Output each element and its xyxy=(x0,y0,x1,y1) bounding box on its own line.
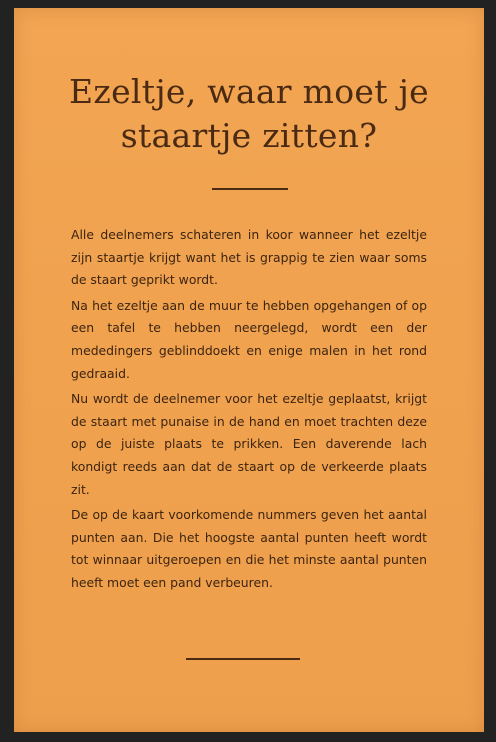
bottom-divider xyxy=(186,658,300,660)
paragraph-4: De op de kaart voorkomende nummers geven het aantal punten aan. Die het hoogste aantal punten heeft wordt tot winnaar uitgeroepen en die het minste aantal punten heeft moet een pand verbeuren. xyxy=(71,507,427,590)
title-line-1: Ezeltje, waar moet je xyxy=(69,72,429,111)
top-divider xyxy=(212,188,288,190)
instruction-sheet xyxy=(14,8,484,732)
paragraph-1: Alle deelnemers schateren in koor wanneer het ezeltje zijn staartje krijgt want het is grappig te zien waar soms de staart geprikt wordt. xyxy=(71,227,427,288)
title-line-2: staartje zitten? xyxy=(120,116,378,155)
paragraph-2: Na het ezeltje aan de muur te hebben opgehangen of op een tafel te hebben neergelegd, wordt een der mededingers geblinddoekt en enige malen in het rond gedraaid. xyxy=(71,297,427,381)
paragraph-3: Nu wordt de deelnemer voor het ezeltje geplaatst, krijgt de staart met punaise in de hand en moet trachten deze op de juiste plaats te prikken. Een daverende lach kondigt reeds aan dat de staart op de verkeerde plaats zit. xyxy=(71,391,427,497)
instructions-text xyxy=(71,224,427,598)
page-title xyxy=(14,70,484,158)
